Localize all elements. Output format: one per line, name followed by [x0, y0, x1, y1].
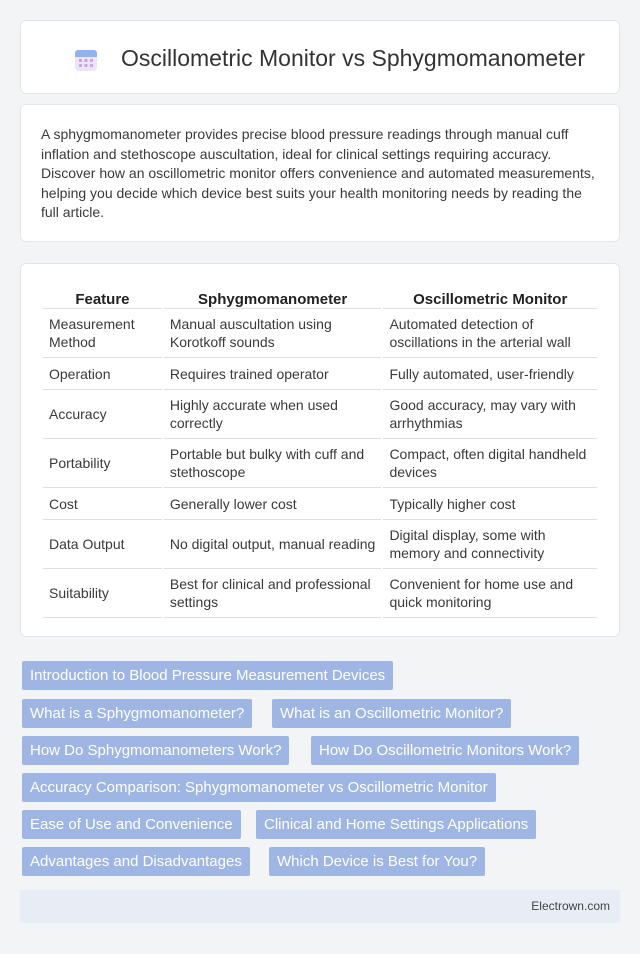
table-cell: Manual auscultation using Korotkoff sounds [164, 309, 382, 358]
topic-link-clinical-home-settings[interactable]: Clinical and Home Settings Applications [256, 810, 536, 839]
table-row [43, 520, 597, 569]
footer-brand: Electrown.com [531, 899, 610, 913]
table-cell: Accuracy [43, 390, 162, 439]
table-cell: Cost [43, 488, 162, 520]
intro-text: A sphygmomanometer provides precise blood pressure readings through manual cuff inflation and stethoscope auscultation, ideal for clinical settings requiring accuracy. Discover how an oscillometric monitor offers convenience and automated measurements, helping you decide which device best suits your health monitoring needs by reading the full article. [41, 126, 595, 221]
topic-link-introduction[interactable]: Introduction to Blood Pressure Measurement Devices [22, 661, 393, 690]
table-cell: Convenient for home use and quick monitoring [383, 569, 597, 618]
intro-card [20, 104, 620, 242]
table-cell: Portability [43, 439, 162, 488]
table-cell: Operation [43, 358, 162, 390]
table-cell: Good accuracy, may vary with arrhythmias [383, 390, 597, 439]
topic-link-ease-of-use[interactable]: Ease of Use and Convenience [22, 810, 241, 839]
table-cell: Highly accurate when used correctly [164, 390, 382, 439]
table-cell: Generally lower cost [164, 488, 382, 520]
topic-link-advantages-disadvantages[interactable]: Advantages and Disadvantages [22, 847, 250, 876]
page-title: Oscillometric Monitor vs Sphygmomanometer [121, 45, 585, 71]
table-row [43, 439, 597, 488]
table-cell: No digital output, manual reading [164, 520, 382, 569]
table-header-row [43, 285, 597, 309]
table-cell: Measurement Method [43, 309, 162, 358]
table-cell: Automated detection of oscillations in the arterial wall [383, 309, 597, 358]
table-row [43, 390, 597, 439]
topic-link-what-is-oscillometric[interactable]: What is an Oscillometric Monitor? [272, 699, 511, 728]
table-row [43, 569, 597, 618]
calendar-icon [73, 47, 99, 73]
table-cell: Typically higher cost [383, 488, 597, 520]
table-cell: Best for clinical and professional settings [164, 569, 382, 618]
table-cell: Requires trained operator [164, 358, 382, 390]
table-cell: Fully automated, user-friendly [383, 358, 597, 390]
table-row [43, 358, 597, 390]
topic-link-which-device[interactable]: Which Device is Best for You? [269, 847, 485, 876]
column-header-sphygmomanometer: Sphygmomanometer [164, 285, 382, 309]
comparison-card [20, 263, 620, 637]
comparison-table [41, 285, 599, 618]
table-cell: Compact, often digital handheld devices [383, 439, 597, 488]
table-cell: Digital display, some with memory and connectivity [383, 520, 597, 569]
column-header-feature: Feature [43, 285, 162, 309]
topic-link-what-is-sphygmomanometer[interactable]: What is a Sphygmomanometer? [22, 699, 252, 728]
topic-link-how-oscillometric-work[interactable]: How Do Oscillometric Monitors Work? [311, 736, 579, 765]
column-header-oscillometric: Oscillometric Monitor [383, 285, 597, 309]
topic-link-how-sphygmomanometers-work[interactable]: How Do Sphygmomanometers Work? [22, 736, 289, 765]
table-row [43, 488, 597, 520]
footer [20, 890, 620, 923]
table-cell: Data Output [43, 520, 162, 569]
topic-link-accuracy-comparison[interactable]: Accuracy Comparison: Sphygmomanometer vs Oscillometric Monitor [22, 773, 496, 802]
header-card [20, 20, 620, 94]
table-cell: Portable but bulky with cuff and stethoscope [164, 439, 382, 488]
table-row [43, 309, 597, 358]
table-cell: Suitability [43, 569, 162, 618]
